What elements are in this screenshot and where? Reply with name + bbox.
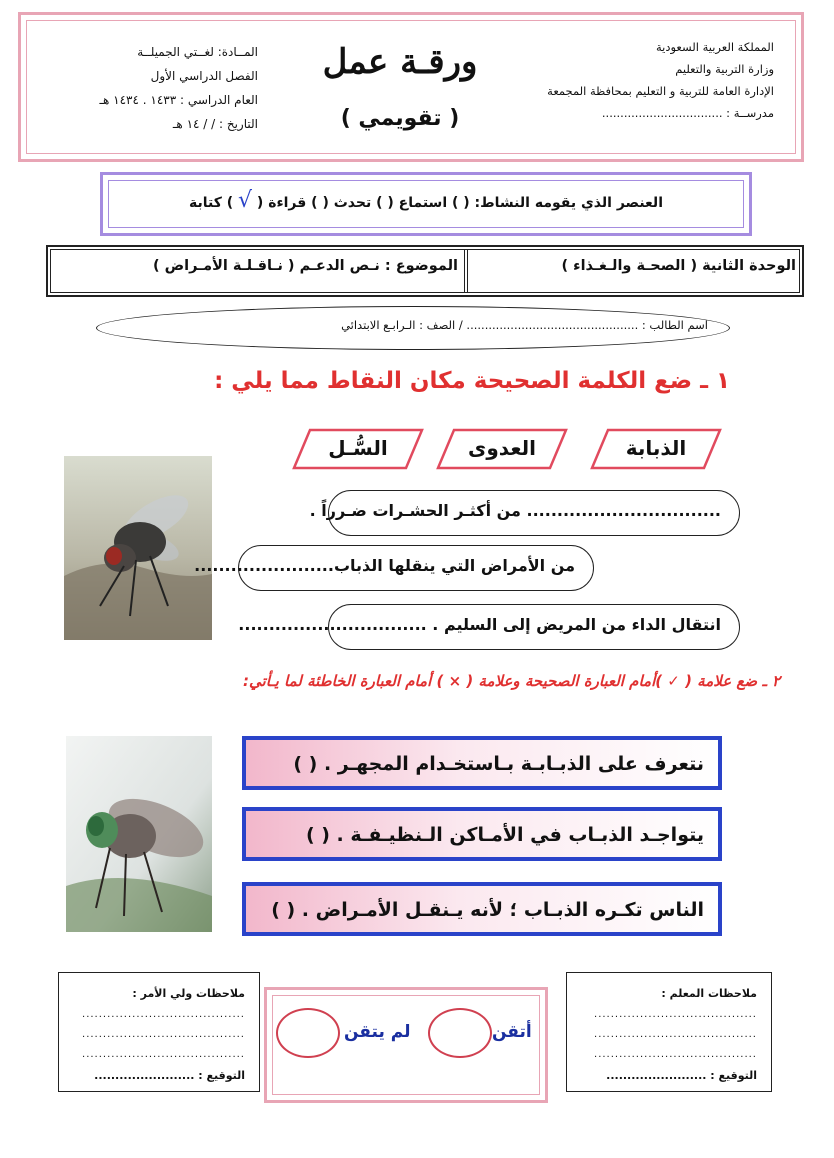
header-course-info (58, 40, 258, 136)
not-mastered-circle[interactable] (276, 1008, 340, 1058)
topic-label: الموضوع : نـص الدعـم ( نـاقـلـة الأمـراض ) (153, 258, 458, 274)
unit-divider (464, 249, 468, 293)
question-1-title: ١ ـ ضع الكلمة الصحيحة مكان النقاط مما يلي : (214, 368, 730, 394)
sentence-text: انتقال الداء من المريض إلى السليم . ............................... (238, 615, 721, 634)
statement-text: نتعرف على الذبـابـة بـاستخـدام المجهـر . ( ) (293, 753, 704, 775)
activity-text: العنصر الذي يقومه النشاط: ( ) استماع ( ) تحدث ( ) قراءة ( (256, 195, 663, 211)
note-line: ....................................... (82, 1049, 245, 1060)
mastered-label: أتقن (492, 1022, 532, 1042)
note-line: ....................................... (594, 1049, 757, 1060)
word-option[interactable] (590, 428, 722, 470)
page-title: ورقـة عمل (322, 42, 478, 82)
teacher-signature: التوقيع : ........................ (606, 1069, 757, 1082)
mastered-circle[interactable] (428, 1008, 492, 1058)
statement-text: الناس تكـره الذبـاب ؛ لأنه يـنقـل الأمـراض . ( ) (271, 899, 704, 921)
sentence-1-oval (309, 490, 740, 536)
statement-2-box[interactable] (242, 807, 722, 861)
school-field: مدرســة : ................................. (601, 106, 774, 120)
sentence-2-oval (194, 545, 594, 591)
parent-signature: التوقيع : ........................ (94, 1069, 245, 1082)
word-label: السُّـل (328, 436, 388, 460)
statement-text: يتواجـد الذبـاب في الأمـاكن الـنظيـفـة . ( ) (305, 824, 704, 846)
semester-text: الفصل الدراسي الأول (150, 69, 258, 83)
statement-1-box[interactable] (242, 736, 722, 790)
statement-3-box[interactable] (242, 882, 722, 936)
page-subtitle: ( تقويمي ) (340, 106, 460, 131)
unit-label: الوحدة الثانية ( الصحـة والـغـذاء ) (561, 258, 796, 274)
note-line: ....................................... (82, 1009, 245, 1020)
parent-notes-box[interactable] (58, 972, 260, 1092)
ministry-text: وزارة التربية والتعليم (675, 62, 774, 76)
word-option[interactable] (292, 428, 424, 470)
note-line: ....................................... (594, 1029, 757, 1040)
parent-notes-label: ملاحظات ولي الأمر : (132, 987, 245, 1000)
fly-closeup-image (66, 736, 212, 932)
year-text: العام الدراسي : ١٤٣٣ . ١٤٣٤ هـ (99, 93, 258, 107)
kingdom-text: المملكة العربية السعودية (656, 40, 774, 54)
note-line: ....................................... (594, 1009, 757, 1020)
teacher-notes-box[interactable] (566, 972, 772, 1092)
activity-end: ) كتابة (189, 195, 234, 211)
word-option[interactable] (436, 428, 568, 470)
student-name-field[interactable]: اسم الطالب : ............................................... / الصف : الـرابـع الابتدائي (341, 318, 708, 332)
check-mark-icon: √ (238, 188, 253, 213)
directorate-text: الإدارة العامة للتربية و التعليم بمحافظة المجمعة (547, 84, 774, 98)
sentence-text: ................................ من أكثـر الحشـرات ضـرراً . (309, 501, 721, 520)
sentence-text: من الأمراض التي ينقلها الذباب....................... (194, 556, 575, 575)
not-mastered-label: لم يتقن (344, 1022, 411, 1042)
subject-text: المــادة: لغــتي الجميلــة (137, 45, 258, 59)
teacher-notes-label: ملاحظات المعلم : (661, 987, 757, 1000)
note-line: ....................................... (82, 1029, 245, 1040)
word-label: العدوى (468, 436, 536, 460)
housefly-image (64, 456, 212, 640)
sentence-3-oval (238, 604, 740, 650)
date-field: التاريخ : / / ١٤ هـ (172, 117, 258, 131)
header-institution (504, 36, 774, 124)
activity-element-line (116, 188, 736, 213)
word-label: الذبابة (625, 436, 687, 460)
question-2-title: ٢ ـ ضع علامة ( ✓ )أمام العبارة الصحيحة وعلامة ( × ) أمام العبارة الخاطئة لما يـأتي: (243, 672, 780, 690)
